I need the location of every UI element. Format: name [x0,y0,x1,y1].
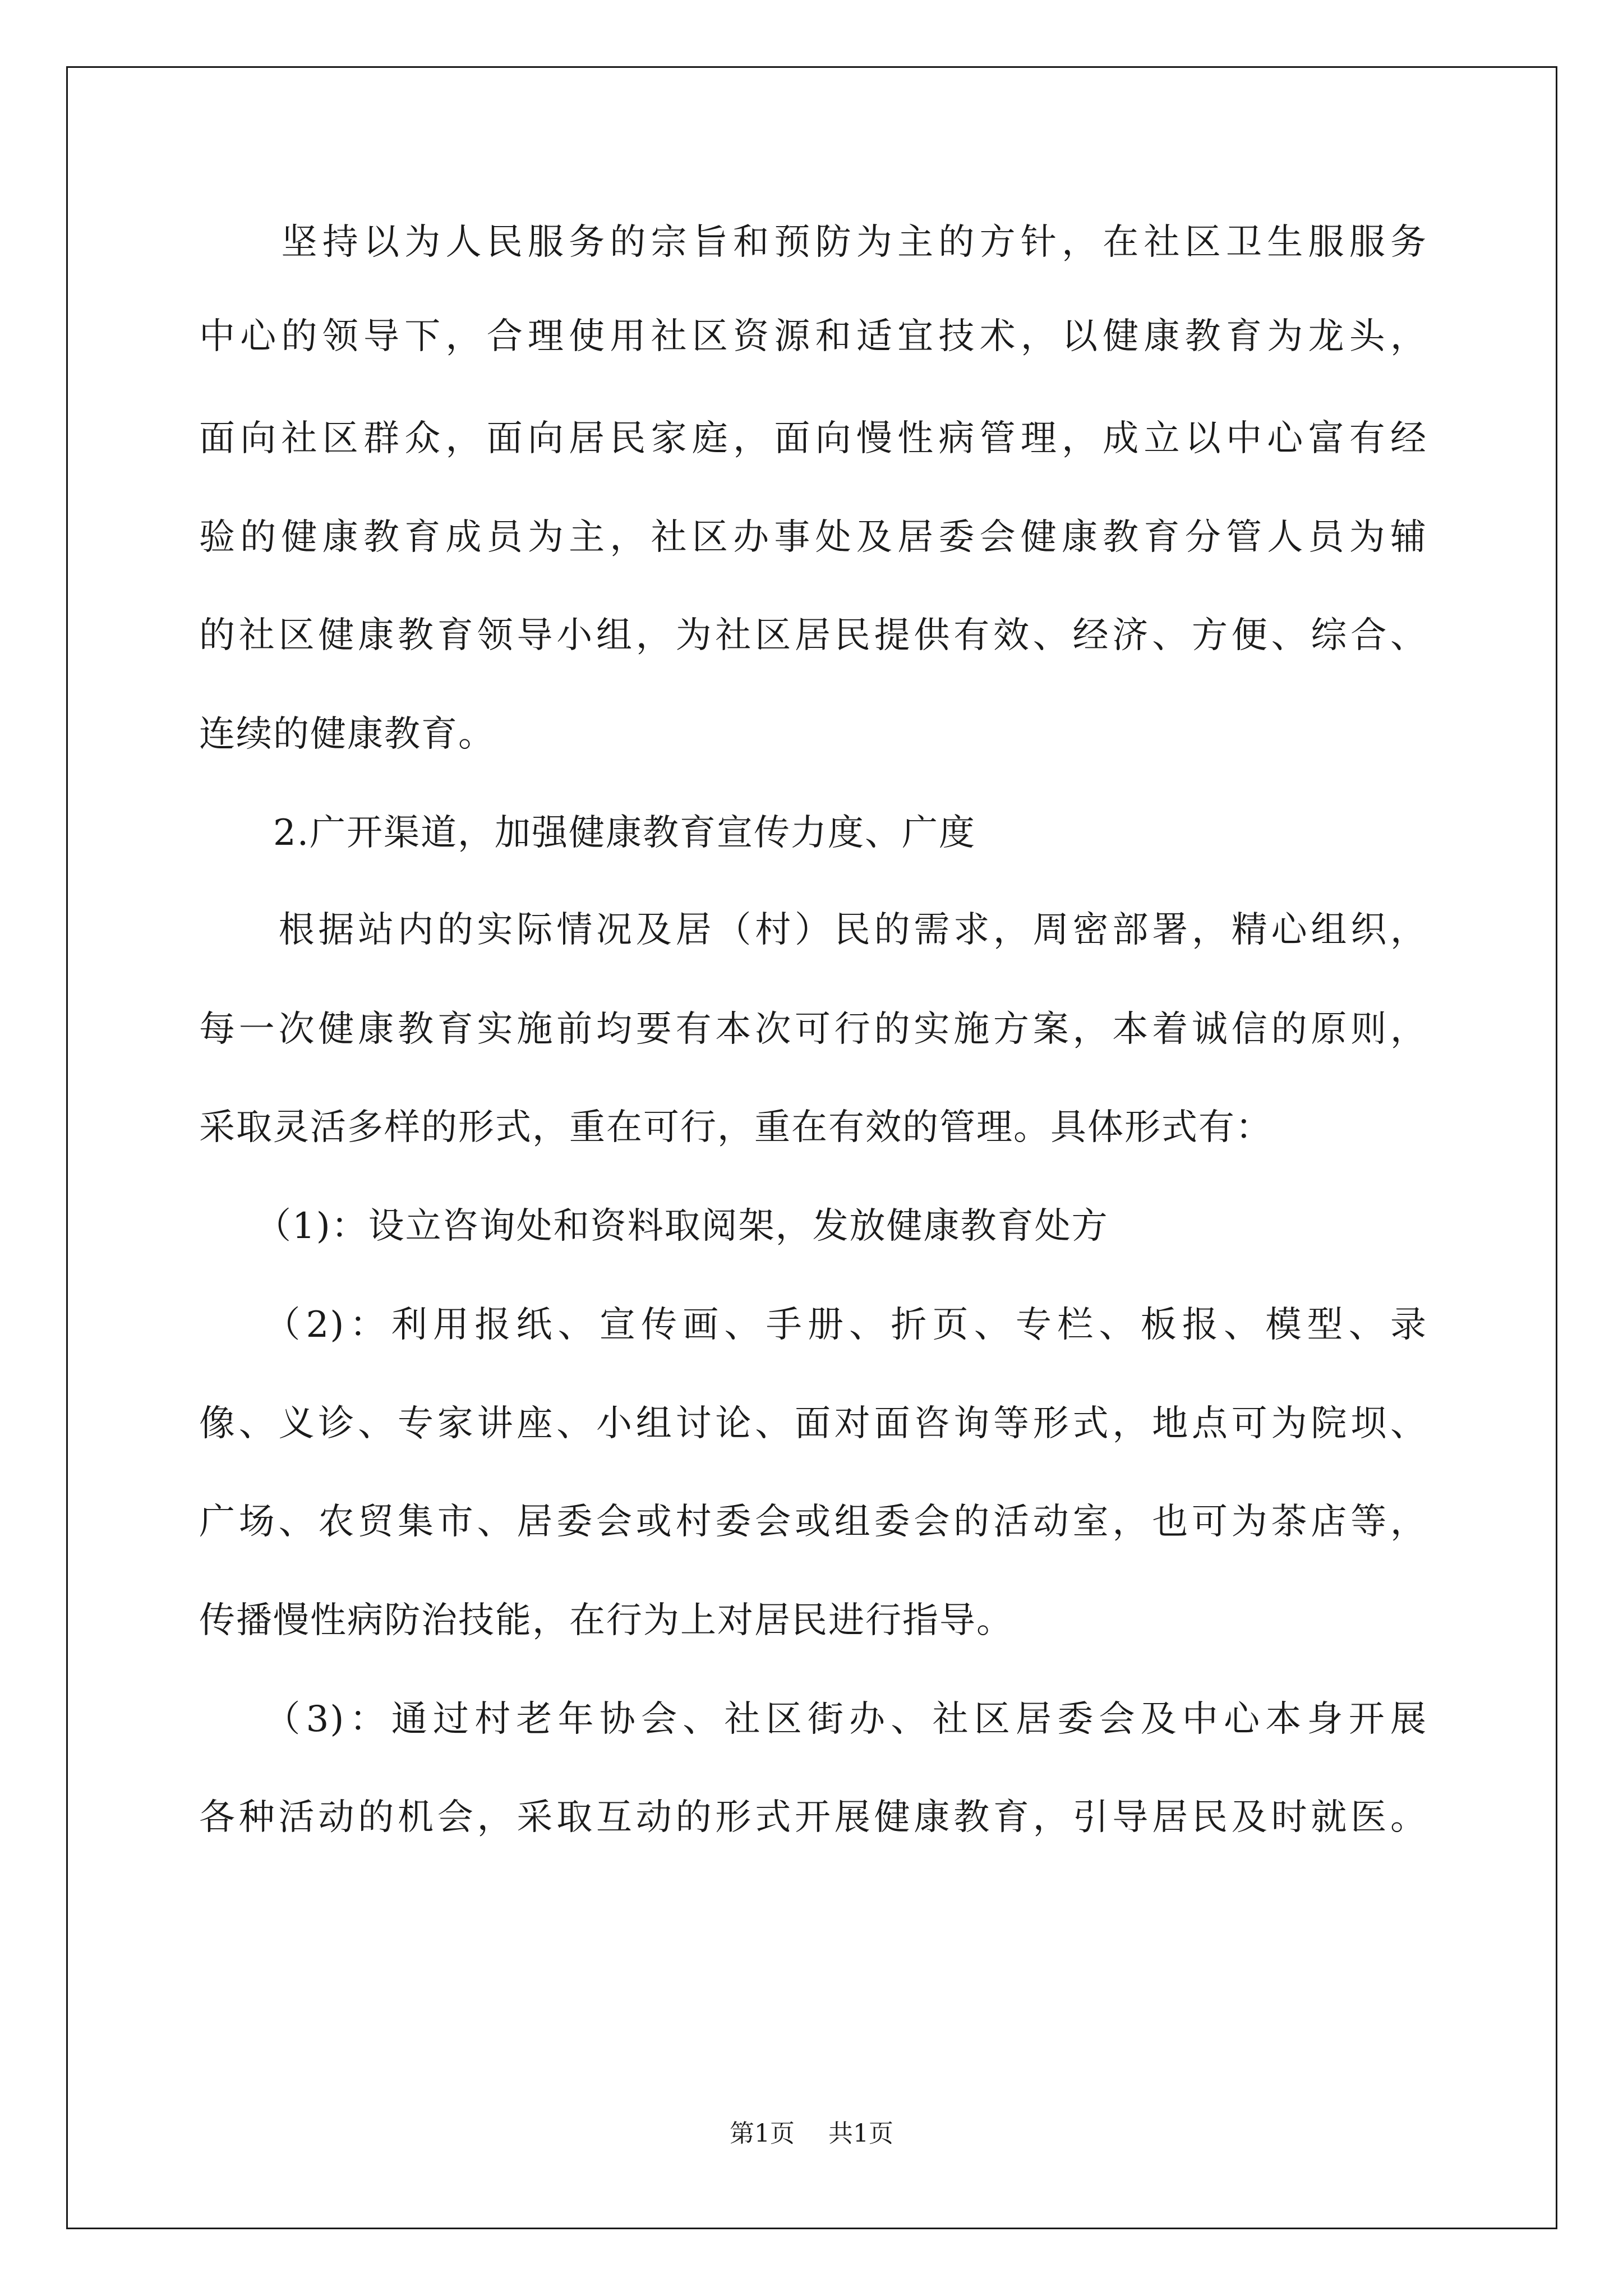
text-line: 面向社区群众，面向居民家庭，面向慢性病管理，成立以中心富有经 [199,418,1427,459]
page-number: 第1页 [730,2119,795,2148]
list-item: （2)：利用报纸、宣传画、手册、折页、专栏、板报、模型、录 [199,1304,1427,1346]
text-line: 坚持以为人民服务的宗旨和预防为主的方针，在社区卫生服服务 [199,222,1427,263]
page-total: 共1页 [828,2119,893,2148]
section-heading: 2.广开渠道，加强健康教育宣传力度、广度 [199,812,976,854]
text-line: 采取灵活多样的形式，重在可行，重在有效的管理。具体形式有： [199,1107,1272,1148]
text-line: 连续的健康教育。 [199,714,495,755]
text-line: 的社区健康教育领导小组，为社区居民提供有效、经济、方便、综合、 [199,615,1427,656]
text-line: 广场、农贸集市、居委会或村委会或组委会的活动室，也可为茶店等， [199,1501,1427,1543]
text-line: 像、义诊、专家讲座、小组讨论、面对面咨询等形式，地点可为院坝、 [199,1403,1427,1444]
page-footer [0,2118,1623,2150]
text-line: 中心的领导下，合理使用社区资源和适宜技术，以健康教育为龙头， [199,316,1427,357]
list-item: （1)：设立咨询处和资料取阅架，发放健康教育处方 [199,1205,1109,1247]
text-line: 根据站内的实际情况及居（村）民的需求，周密部署，精心组织， [199,909,1427,951]
text-line: 验的健康教育成员为主，社区办事处及居委会健康教育分管人员为辅 [199,517,1427,558]
text-line: 每一次健康教育实施前均要有本次可行的实施方案，本着诚信的原则， [199,1009,1427,1050]
list-item: （3)：通过村老年协会、社区街办、社区居委会及中心本身开展 [199,1699,1427,1740]
text-line: 各种活动的机会，采取互动的形式开展健康教育，引导居民及时就医。 [199,1797,1427,1838]
text-line: 传播慢性病防治技能，在行为上对居民进行指导。 [199,1600,1013,1641]
